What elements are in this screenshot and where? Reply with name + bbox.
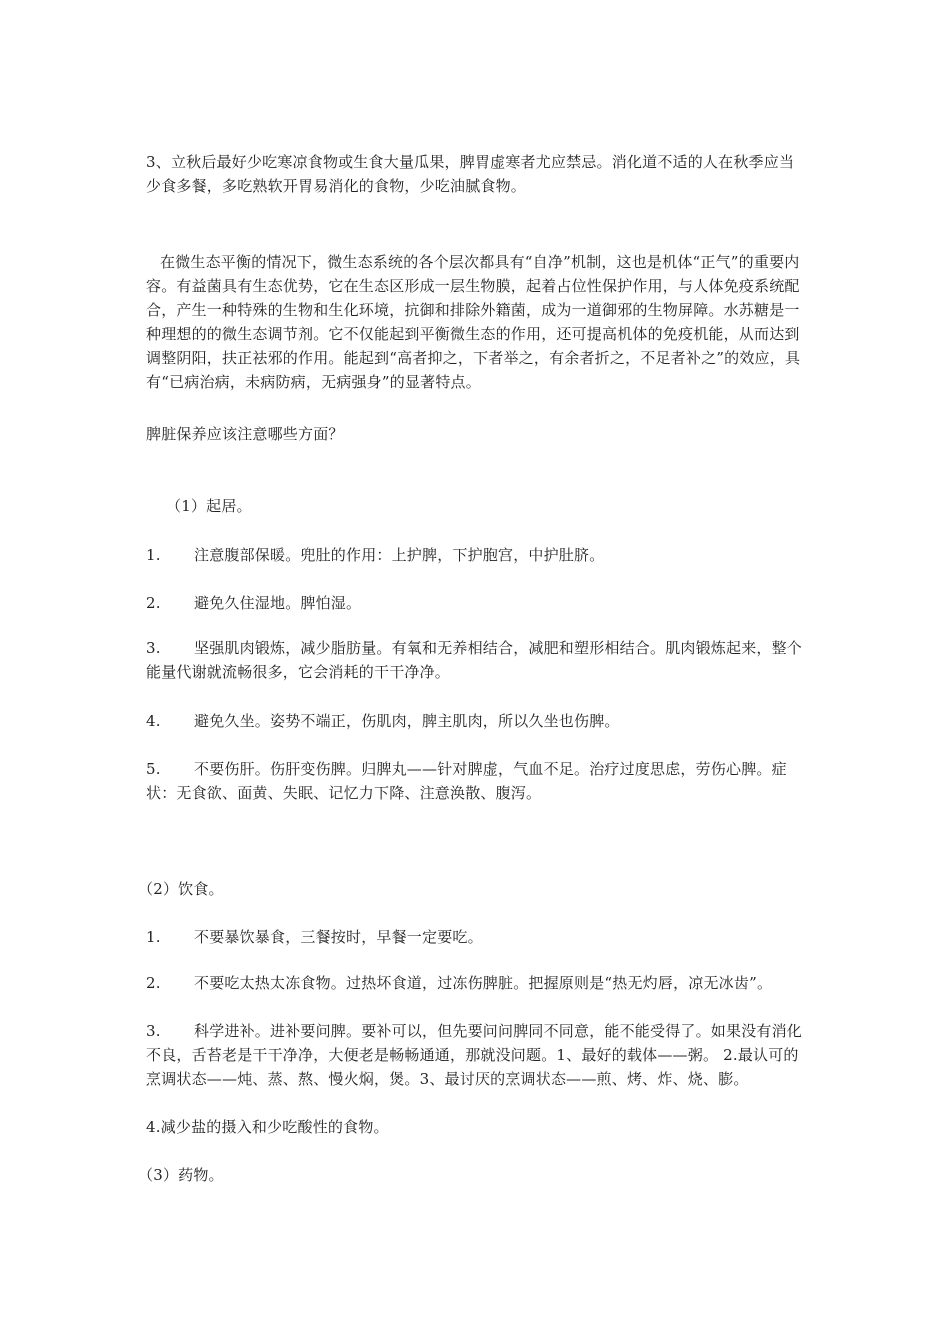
item-number: 2.: [146, 594, 161, 612]
list-item: [146, 543, 806, 567]
section-heading-living: （1）起居。: [166, 497, 252, 515]
paragraph-microecology: 在微生态平衡的情况下，微生态系统的各个层次都具有“自净”机制，这也是机体“正气”的重要内容。有益菌具有生态优势，它在生态区形成一层生物膜，起着占位性保护作用，与人体免疫系统配合，产生一种特殊的生物和生化环境，抗御和排除外籍菌，成为一道御邪的生物屏障。水苏糖是一种理想的的微生态调节剂。它不仅能起到平衡微生态的作用，还可提高机体的免疫机能，从而达到调整阴阳，扶正祛邪的作用。能起到“高者抑之，下者举之，有余者折之，不足者补之”的效应，具有“已病治病，未病防病，无病强身”的显著特点。: [146, 253, 801, 391]
list-item: [146, 709, 806, 733]
item-text: 不要吃太热太冻食物。过热坏食道，过冻伤脾脏。把握原则是“热无灼唇，凉无冰齿”。: [194, 974, 773, 992]
item-number: 3.: [146, 639, 161, 657]
list-item: [146, 925, 806, 949]
list-item: 4.减少盐的摄入和少吃酸性的食物。: [146, 1118, 389, 1136]
list-item: [146, 757, 806, 805]
item-text: 避免久住湿地。脾怕湿。: [194, 594, 362, 612]
item-number: 1.: [146, 546, 161, 564]
item-text: 不要暴饮暴食，三餐按时，早餐一定要吃。: [194, 928, 483, 946]
section-heading-medicine: （3）药物。: [138, 1166, 224, 1184]
item-text: 坚强肌肉锻炼，减少脂肪量。有氧和无养相结合，减肥和塑形相结合。肌肉锻炼起来，整个能量代谢就流畅很多，它会消耗的干干净净。: [146, 639, 803, 681]
list-item: [146, 636, 806, 684]
item-number: 3.: [146, 1022, 161, 1040]
item-number: 1.: [146, 928, 161, 946]
item-text: 注意腹部保暖。兜肚的作用：上护脾，下护胞宫，中护肚脐。: [194, 546, 605, 564]
item-text: 科学进补。进补要问脾。要补可以，但先要问问脾同不同意，能不能受得了。如果没有消化不良，舌苔老是干干净净，大便老是畅畅通通，那就没问题。1、最好的载体——粥。 2.最认可的烹调状态——炖、蒸、熬、慢火焖，煲。3、最讨厌的烹调状态——煎、烤、炸、烧、膨。: [146, 1022, 803, 1088]
paragraph-autumn-diet: 3、立秋后最好少吃寒凉食物或生食大量瓜果，脾胃虚寒者尤应禁忌。消化道不适的人在秋季应当少食多餐，多吃熟软开胃易消化的食物，少吃油腻食物。: [146, 153, 795, 195]
section-heading-diet: （2）饮食。: [138, 880, 224, 898]
item-text: 避免久坐。姿势不端正，伤肌肉，脾主肌肉，所以久坐也伤脾。: [194, 712, 620, 730]
item-number: 5.: [146, 760, 161, 778]
item-number: 2.: [146, 974, 161, 992]
list-item: [146, 591, 806, 615]
list-item: [146, 1019, 806, 1091]
question-heading: 脾脏保养应该注意哪些方面？: [146, 425, 344, 443]
list-item: [146, 971, 826, 995]
item-number: 4.: [146, 712, 161, 730]
item-text: 不要伤肝。伤肝变伤脾。归脾丸——针对脾虚，气血不足。治疗过度思虑，劳伤心脾。症状：无食欲、面黄、失眠、记忆力下降、注意涣散、腹泻。: [146, 760, 787, 802]
